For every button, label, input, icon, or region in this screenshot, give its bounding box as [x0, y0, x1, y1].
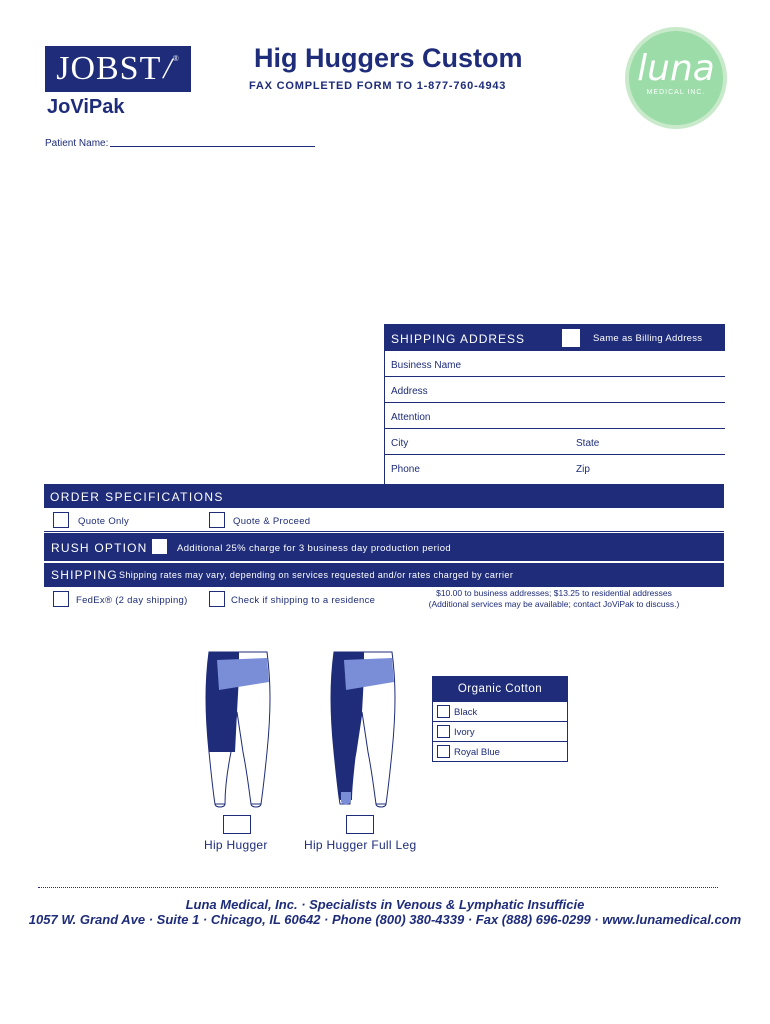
- address-label: Address: [391, 386, 428, 397]
- order-divider: [44, 531, 724, 532]
- shipping-rates-line1: $10.00 to business addresses; $13.25 to residential addresses: [436, 588, 672, 598]
- black-checkbox[interactable]: [437, 705, 450, 718]
- luna-logo: [625, 27, 727, 129]
- address-field[interactable]: [385, 377, 725, 403]
- luna-logo-sub: MEDICAL INC.: [646, 89, 706, 96]
- color-label-ivory: Ivory: [454, 727, 475, 738]
- hip-hugger-illustration: [195, 642, 285, 810]
- ivory-checkbox[interactable]: [437, 725, 450, 738]
- footer-company-line: Luna Medical, Inc. · Specialists in Venous & Lymphatic Insufficie: [185, 897, 585, 912]
- jobst-logo: [45, 46, 191, 92]
- order-specifications-title: ORDER SPECIFICATIONS: [50, 490, 224, 504]
- shipping-title: SHIPPING: [51, 568, 118, 582]
- jobst-swoosh-icon: /: [163, 52, 173, 85]
- rush-option-bar: [44, 533, 724, 561]
- fax-instruction: FAX COMPLETED FORM TO 1-877-760-4943: [249, 80, 507, 92]
- patient-name-line[interactable]: [110, 146, 315, 147]
- organic-cotton-table: [432, 676, 568, 762]
- hip-hugger-full-leg-checkbox[interactable]: [346, 815, 374, 834]
- quote-only-checkbox[interactable]: [53, 512, 69, 528]
- luna-logo-word: luna: [637, 48, 715, 89]
- zip-label: Zip: [576, 464, 590, 475]
- state-label: State: [576, 438, 600, 449]
- phone-label: Phone: [391, 464, 420, 475]
- quote-proceed-label: Quote & Proceed: [233, 516, 311, 527]
- shipping-rates: [404, 588, 704, 610]
- attention-field[interactable]: [385, 403, 725, 429]
- residence-label: Check if shipping to a residence: [231, 595, 376, 606]
- city-label: City: [391, 438, 409, 449]
- registered-mark: ®: [172, 54, 180, 63]
- residence-checkbox[interactable]: [209, 591, 225, 607]
- shipping-address-header: [385, 324, 725, 351]
- jobst-logo-text: JOBST: [56, 50, 162, 87]
- shipping-note: Shipping rates may vary, depending on services requested and/or rates charged by carrier: [119, 570, 514, 580]
- quote-only-label: Quote Only: [78, 516, 130, 527]
- fedex-label: FedEx® (2 day shipping): [76, 595, 188, 606]
- shipping-rates-line2: (Additional services may be available; contact JoViPak to discuss.): [428, 599, 680, 609]
- color-label-black: Black: [454, 707, 478, 718]
- color-option-ivory[interactable]: [433, 722, 567, 742]
- city-state-row[interactable]: [385, 429, 725, 455]
- royal-blue-checkbox[interactable]: [437, 745, 450, 758]
- hip-hugger-checkbox[interactable]: [223, 815, 251, 834]
- rush-option-title: RUSH OPTION: [51, 541, 148, 555]
- page-title: Hig Huggers Custom: [254, 43, 523, 73]
- color-option-black[interactable]: [433, 702, 567, 722]
- same-as-billing-checkbox[interactable]: [562, 329, 580, 347]
- same-as-billing-label: Same as Billing Address: [593, 333, 703, 344]
- quote-proceed-checkbox[interactable]: [209, 512, 225, 528]
- order-specifications-bar: [44, 484, 724, 508]
- patient-name-label: Patient Name:: [45, 138, 109, 149]
- fedex-checkbox[interactable]: [53, 591, 69, 607]
- shipping-bar: [44, 563, 724, 587]
- rush-option-note: Additional 25% charge for 3 business day production period: [177, 543, 452, 554]
- footer-divider: [38, 887, 718, 888]
- patient-name-field[interactable]: [45, 138, 315, 149]
- hip-hugger-full-leg-label: Hip Hugger Full Leg: [304, 838, 417, 852]
- color-label-royal-blue: Royal Blue: [454, 747, 500, 758]
- attention-label: Attention: [391, 412, 431, 423]
- business-name-field[interactable]: [385, 351, 725, 377]
- business-name-label: Business Name: [391, 360, 462, 371]
- shipping-address-section: [384, 324, 724, 484]
- organic-cotton-title: Organic Cotton: [433, 677, 567, 702]
- color-option-royal-blue[interactable]: [433, 742, 567, 762]
- phone-zip-row[interactable]: [385, 455, 725, 481]
- shipping-address-title: SHIPPING ADDRESS: [391, 332, 526, 346]
- hip-hugger-label: Hip Hugger: [204, 838, 268, 852]
- rush-option-checkbox[interactable]: [152, 539, 167, 554]
- footer-contact-line: 1057 W. Grand Ave · Suite 1 · Chicago, IL 60642 · Phone (800) 380-4339 · Fax (888) 696-0299 · www.lunamedical.com: [28, 912, 742, 927]
- hip-hugger-full-leg-illustration: [320, 642, 410, 810]
- jovipak-brand: JoViPak: [47, 96, 125, 118]
